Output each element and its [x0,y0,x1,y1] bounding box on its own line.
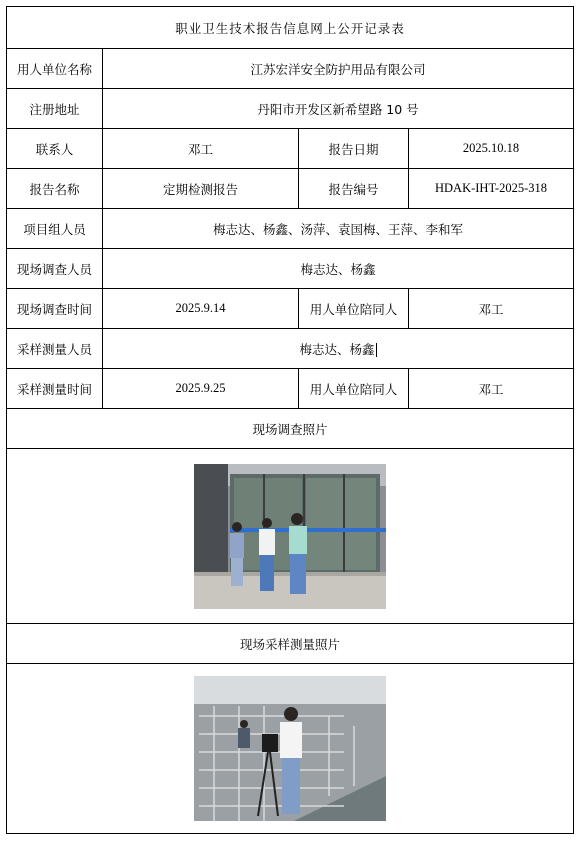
report-date-label: 报告日期 [299,129,409,169]
contact-value: 邓工 [103,129,299,169]
report-no-value: HDAK-IHT-2025-318 [409,169,574,209]
sampling-escort-label: 用人单位陪同人 [299,369,409,409]
sampling-photo-label: 现场采样测量照片 [7,624,574,664]
survey-photo [194,464,386,609]
sampling-staff-value: 梅志达、杨鑫 [299,341,375,357]
report-no-label: 报告编号 [299,169,409,209]
team-label: 项目组人员 [7,209,103,249]
employer-value: 江苏宏洋安全防护用品有限公司 [103,49,574,89]
text-cursor [376,343,377,357]
survey-time-value: 2025.9.14 [103,289,299,329]
address-value: 丹阳市开发区新希望路 10 号 [103,89,574,129]
survey-staff-value: 梅志达、杨鑫 [103,249,574,289]
report-name-value: 定期检测报告 [103,169,299,209]
survey-escort-value: 邓工 [409,289,574,329]
survey-photo-label: 现场调查照片 [7,409,574,449]
survey-escort-label: 用人单位陪同人 [299,289,409,329]
employer-label: 用人单位名称 [7,49,103,89]
report-date-value: 2025.10.18 [409,129,574,169]
page-title: 职业卫生技术报告信息网上公开记录表 [7,7,574,49]
survey-staff-label: 现场调查人员 [7,249,103,289]
survey-time-label: 现场调查时间 [7,289,103,329]
record-table [6,6,574,834]
address-label: 注册地址 [7,89,103,129]
sampling-photo-cell [7,664,574,834]
sampling-time-value: 2025.9.25 [103,369,299,409]
sampling-photo [194,676,386,821]
survey-photo-cell [7,449,574,624]
sampling-time-label: 采样测量时间 [7,369,103,409]
sampling-escort-value: 邓工 [409,369,574,409]
report-name-label: 报告名称 [7,169,103,209]
sampling-staff-cell[interactable] [103,329,574,369]
contact-label: 联系人 [7,129,103,169]
team-value: 梅志达、杨鑫、汤萍、袁国梅、王萍、李和军 [103,209,574,249]
sampling-staff-label: 采样测量人员 [7,329,103,369]
